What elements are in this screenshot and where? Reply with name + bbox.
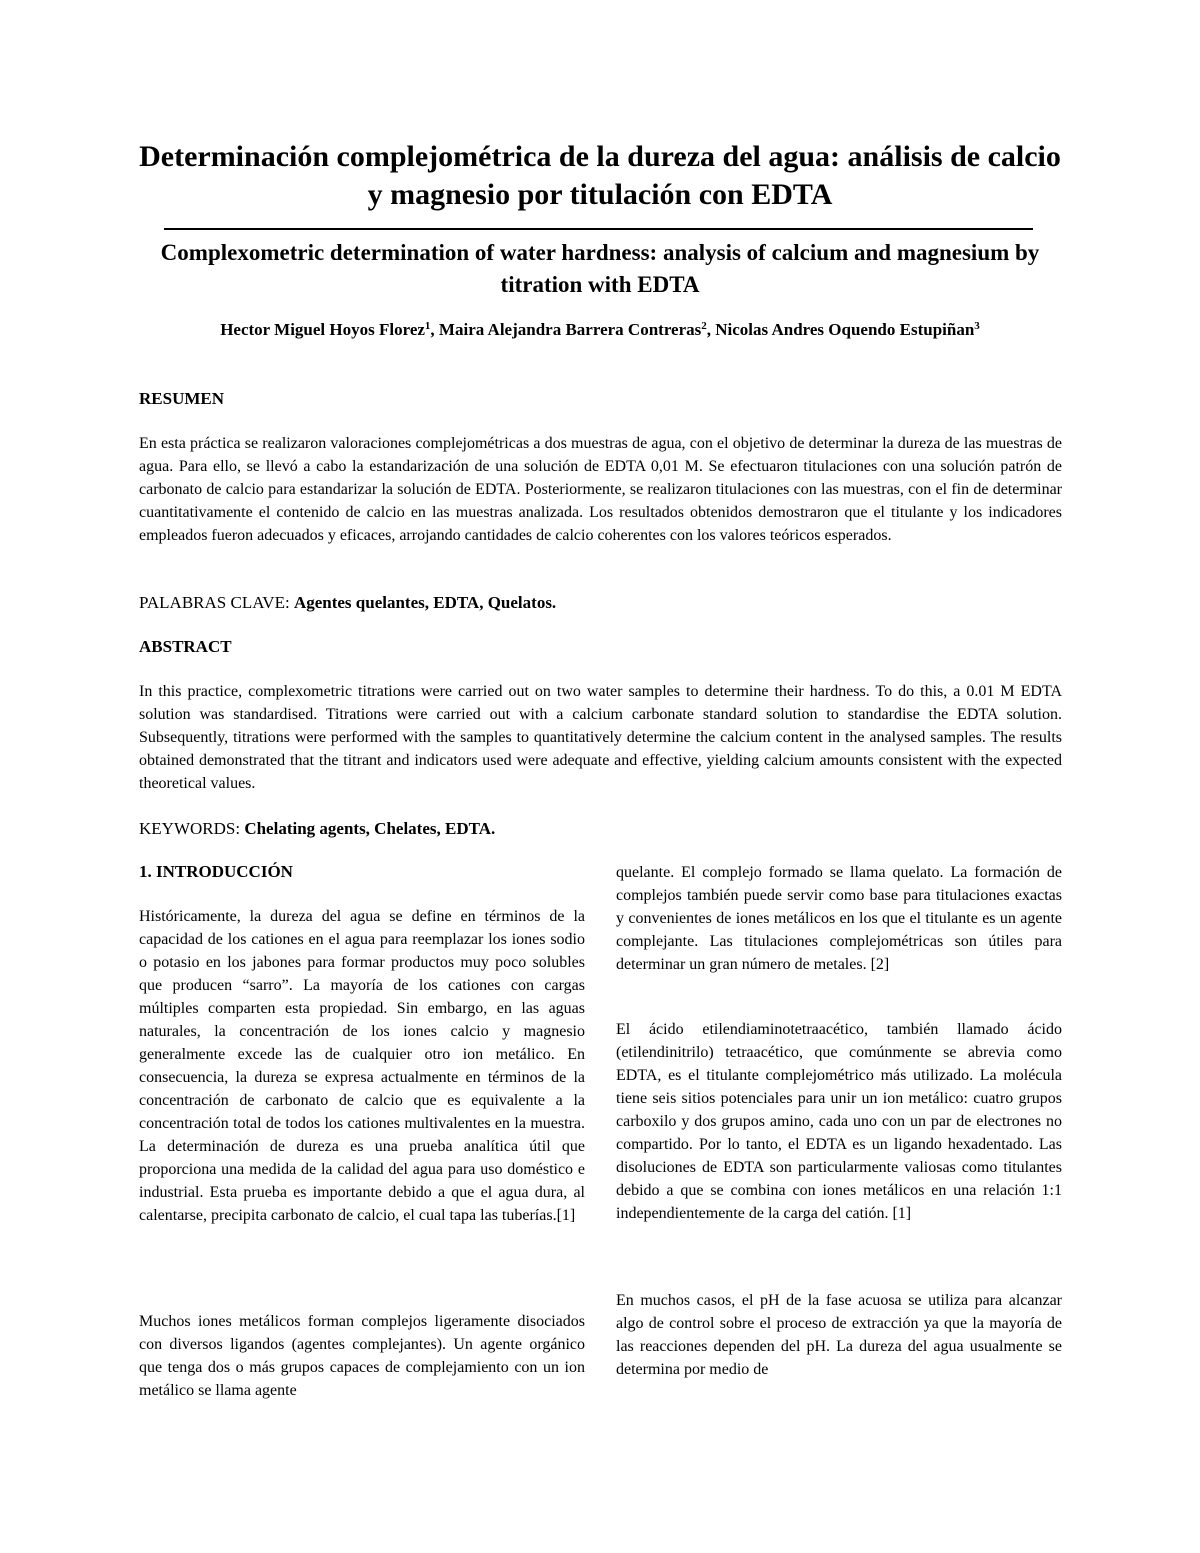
intro-left-paragraph-1: Históricamente, la dureza del agua se define en términos de la capacidad de los cationes en el agua para reemplazar los iones sodio o potasio en los jabones para formar productos muy poco solubles que producen “sarro”. La mayoría de los cationes con cargas múltiples comparten esta propiedad. Sin embargo, en las aguas naturales, la concentración de los iones calcio y magnesio generalmente excede las de cualquier otro ion metálico. En consecuencia, la dureza se expresa actualmente en términos de la concentración de carbonato de calcio que es equivalente a la concentración total de todos los cationes multivalentes en la muestra. La determinación de dureza es una prueba analítica útil que proporciona una medida de la calidad del agua para uso doméstico e industrial. Esta prueba es importante debido a que el agua dura, al calentarse, precipita carbonato de calcio, el cual tapa las tuberías.[1]	[139, 908, 585, 1224]
title-spanish: Determinación complejométrica de la dureza del agua: análisis de calcio y magnesio por titulación con EDTA	[139, 140, 1061, 211]
keywords	[139, 818, 495, 840]
palabras-clave	[139, 592, 556, 614]
author-name: Maira Alejandra Barrera Contreras	[438, 320, 702, 339]
title-english: Complexometric determination of water hardness: analysis of calcium and magnesium by titration with EDTA	[160, 240, 1040, 297]
author-name: Hector Miguel Hoyos Florez	[220, 320, 425, 339]
intro-heading: 1. INTRODUCCIÓN	[139, 862, 293, 881]
palabras-clave-label: PALABRAS CLAVE:	[139, 593, 290, 612]
keywords-label: KEYWORDS:	[139, 819, 241, 838]
palabras-clave-value: Agentes quelantes, EDTA, Quelatos.	[293, 593, 557, 612]
keywords-value: Chelating agents, Chelates, EDTA.	[244, 819, 496, 838]
title-divider	[164, 228, 1033, 230]
author-affiliation: 1	[424, 320, 431, 332]
abstract-heading: ABSTRACT	[139, 637, 232, 656]
intro-left-paragraph-2: Muchos iones metálicos forman complejos ligeramente disociados con diversos ligandos (agentes complejantes). Un agente orgánico que tenga dos o más grupos capaces de complejamiento con un ion metálico se llama agente	[139, 1313, 585, 1399]
intro-right-paragraph-2: El ácido etilendiaminotetraacético, también llamado ácido (etilendinitrilo) tetraacético, que comúnmente se abrevia como EDTA, es el titulante complejométrico más utilizado. La molécula tiene seis sitios potenciales para unir un ion metálico: cuatro grupos carboxilo y dos grupos amino, cada uno con un par de electrones no compartido. Por lo tanto, el EDTA es un ligando hexadentado. Las disoluciones de EDTA son particularmente valiosas como titulantes debido a que se combina con iones metálicos en una relación 1:1 independientemente de la carga del catión. [1]	[616, 1021, 1062, 1222]
abstract-text: In this practice, complexometric titrations were carried out on two water samples to determine their hardness. To do this, a 0.01 M EDTA solution was standardised. Titrations were carried out with a calcium carbonate standard solution to standardise the EDTA solution. Subsequently, titrations were performed with the samples to quantitatively determine the calcium content in the analysed samples. The results obtained demonstrated that the titrant and indicators used were adequate and effective, yielding calcium amounts consistent with the expected theoretical values.	[139, 683, 1062, 792]
author-affiliation: 2	[701, 320, 707, 332]
author-list: Hector Miguel Hoyos Florez$^1$, Maira Alejandra Barrera Contreras$^2$, Nicolas Andres Oquendo Estupiñan$^3$	[220, 320, 980, 339]
intro-right-paragraph-3: En muchos casos, el pH de la fase acuosa se utiliza para alcanzar algo de control sobre el proceso de extracción ya que la mayoría de las reacciones dependen del pH. La dureza del agua usualmente se determina por medio de	[616, 1292, 1062, 1378]
author-affiliation: 3	[974, 320, 980, 332]
resumen-text: En esta práctica se realizaron valoraciones complejométricas a dos muestras de agua, con el objetivo de determinar la dureza de las muestras de agua. Para ello, se llevó a cabo la estandarización de una solución de EDTA 0,01 M. Se efectuaron titulaciones con una solución patrón de carbonato de calcio para estandarizar la solución de EDTA. Posteriormente, se realizaron titulaciones con las muestras, con el fin de determinar cuantitativamente el contenido de calcio en las muestras analizada. Los resultados obtenidos demostraron que el titulante y los indicadores empleados fueron adecuados y eficaces, arrojando cantidades de calcio coherentes con los valores teóricos esperados.	[139, 435, 1062, 544]
intro-right-paragraph-1: quelante. El complejo formado se llama quelato. La formación de complejos también puede servir como base para titulaciones exactas y convenientes de iones metálicos en los que el titulante es un agente complejante. Las titulaciones complejométricas son útiles para determinar un gran número de metales. [2]	[616, 864, 1062, 973]
resumen-heading: RESUMEN	[139, 389, 225, 408]
author-name: Nicolas Andres Oquendo Estupiñan	[715, 320, 975, 339]
